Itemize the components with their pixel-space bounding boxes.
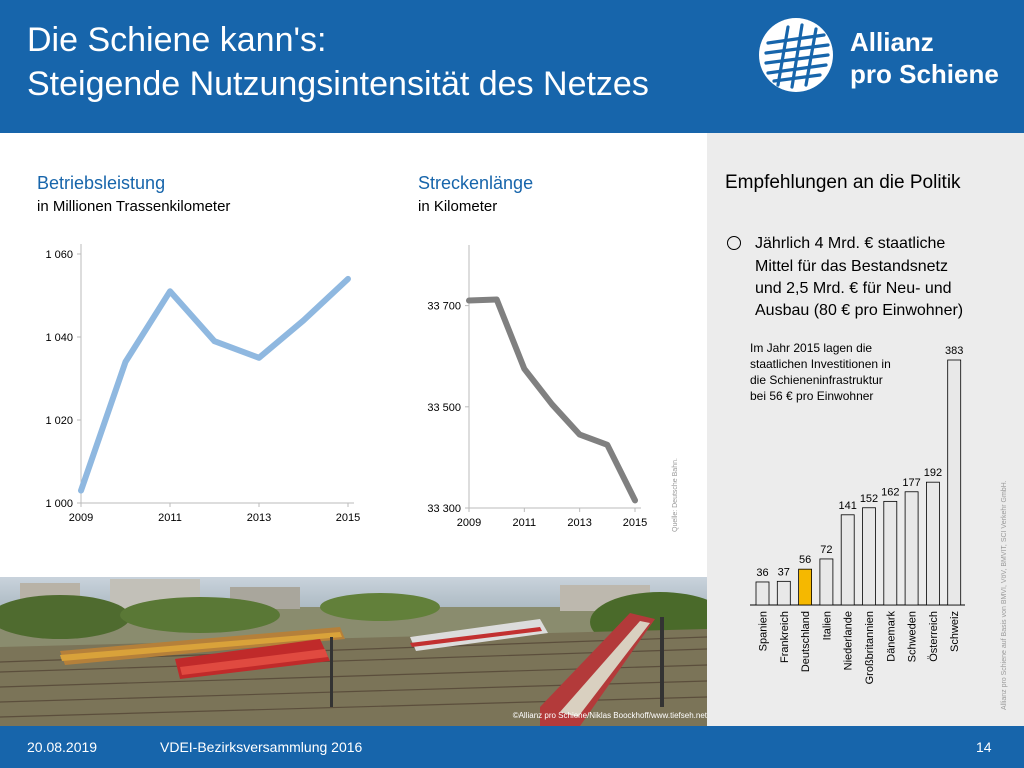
bar-category-label: Schweiz bbox=[949, 611, 962, 652]
logo-text-line-1: Allianz bbox=[850, 27, 934, 57]
betriebsleistung-y-tick-label: 1 060 bbox=[45, 249, 73, 261]
betriebsleistung-line-chart bbox=[30, 240, 360, 535]
bullet-circle-icon bbox=[727, 236, 741, 250]
railway-photo bbox=[0, 577, 707, 726]
bullet-text-line-3: und 2,5 Mrd. € für Neu- und bbox=[755, 280, 952, 297]
streckenlaenge-data-point bbox=[607, 444, 608, 445]
betriebsleistung-data-point bbox=[348, 278, 349, 279]
allianz-pro-schiene-logo bbox=[758, 15, 1018, 95]
streckenlaenge-x-tick-label: 2011 bbox=[512, 517, 537, 529]
chart-2-subtitle: in Kilometer bbox=[418, 198, 498, 215]
streckenlaenge-data-point bbox=[579, 434, 580, 435]
footer-event: VDEI-Bezirksversammlung 2016 bbox=[160, 739, 363, 755]
streckenlaenge-data-point bbox=[524, 368, 525, 369]
bar-category-label: Österreich bbox=[927, 611, 940, 662]
betriebsleistung-y-tick-label: 1 040 bbox=[45, 332, 73, 344]
betriebsleistung-series-line bbox=[81, 279, 348, 491]
bar-value-label: 383 bbox=[945, 345, 964, 357]
betriebsleistung-x-tick-label: 2011 bbox=[158, 512, 182, 524]
bar-spanien bbox=[756, 582, 769, 605]
bar-schweden bbox=[905, 492, 918, 605]
bar-chart-source-label: Allianz pro Schiene auf Basis von BMVI, VöV, BMVIT, SCI Verkehr GmbH. bbox=[1001, 480, 1008, 710]
slide-title-line-2: Steigende Nutzungsintensität des Netzes bbox=[27, 65, 649, 103]
bar-value-label: 141 bbox=[838, 499, 857, 512]
betriebsleistung-data-point bbox=[170, 291, 171, 292]
bar-category-label: Schweden bbox=[906, 611, 919, 663]
logo-text-line-2: pro Schiene bbox=[850, 59, 999, 89]
header-bar bbox=[0, 0, 1024, 133]
panel-heading: Empfehlungen an die Politik bbox=[725, 172, 961, 193]
bar-value-label: 162 bbox=[881, 486, 900, 499]
railway-photo-illustration bbox=[0, 577, 707, 726]
bar-category-label: Großbritannien bbox=[864, 611, 876, 685]
bar-category-label: Frankreich bbox=[778, 611, 791, 663]
streckenlaenge-line-chart bbox=[405, 240, 705, 540]
streckenlaenge-data-point bbox=[635, 500, 636, 501]
betriebsleistung-x-tick-label: 2013 bbox=[246, 512, 272, 524]
chart-source-label: Quelle: Deutsche Bahn. bbox=[672, 458, 679, 532]
investment-bar-chart bbox=[707, 330, 1024, 720]
bar-italien bbox=[820, 559, 833, 605]
streckenlaenge-series-line bbox=[469, 300, 635, 501]
bar-deutschland bbox=[799, 569, 812, 605]
logo-emblem-icon bbox=[758, 15, 838, 95]
bar-category-label: Niederlande bbox=[842, 611, 855, 671]
footer-date: 20.08.2019 bbox=[27, 739, 98, 755]
streckenlaenge-x-tick-label: 2015 bbox=[622, 517, 648, 529]
bullet-text-line-1: Jährlich 4 Mrd. € staatliche bbox=[755, 235, 946, 252]
betriebsleistung-x-tick-label: 2009 bbox=[68, 512, 94, 524]
bar-value-label: 36 bbox=[756, 566, 769, 579]
betriebsleistung-y-tick-label: 1 020 bbox=[45, 415, 73, 427]
betriebsleistung-x-tick-label: 2015 bbox=[335, 512, 360, 524]
streckenlaenge-y-tick-label: 33 700 bbox=[427, 300, 461, 313]
betriebsleistung-y-tick-label: 1 000 bbox=[45, 498, 73, 510]
streckenlaenge-x-tick-label: 2009 bbox=[456, 517, 482, 529]
bar-annotation-line-4: bei 56 € pro Einwohner bbox=[750, 389, 874, 403]
streckenlaenge-data-point bbox=[552, 404, 553, 405]
bar-value-label: 192 bbox=[923, 467, 943, 480]
bar-value-label: 56 bbox=[798, 554, 812, 567]
bar-value-label: 177 bbox=[902, 476, 921, 489]
chart-1-title: Betriebsleistung bbox=[37, 173, 166, 193]
chart-2-title: Streckenlänge bbox=[418, 173, 534, 193]
bar-category-label: Dänemark bbox=[885, 611, 898, 662]
streckenlaenge-data-point bbox=[496, 299, 497, 300]
photo-credit: ©Allianz pro Schiene/Niklas Boockhoff/www.tiefseh.net bbox=[512, 711, 707, 720]
bar-category-label: Spanien bbox=[757, 611, 770, 652]
betriebsleistung-data-point bbox=[214, 341, 215, 342]
streckenlaenge-y-tick-label: 33 300 bbox=[427, 503, 461, 515]
bar-annotation-line-3: die Schieneninfrastruktur bbox=[750, 373, 883, 387]
slide-title-line-1: Die Schiene kann's: bbox=[27, 21, 327, 59]
bullet-text-line-4: Ausbau (80 € pro Einwohner) bbox=[755, 302, 964, 319]
footer-page-number: 14 bbox=[976, 739, 992, 755]
bar-österreich bbox=[926, 482, 939, 605]
streckenlaenge-data-point bbox=[469, 300, 470, 301]
bar-großbritannien bbox=[863, 508, 876, 605]
bar-niederlande bbox=[841, 515, 854, 605]
chart-1-subtitle: in Millionen Trassenkilometer bbox=[37, 198, 231, 215]
bar-value-label: 72 bbox=[820, 543, 833, 556]
bar-category-label: Deutschland bbox=[800, 611, 813, 673]
bar-annotation-line-2: staatlichen Investitionen in bbox=[750, 357, 891, 371]
bar-value-label: 152 bbox=[859, 492, 879, 505]
bar-category-label: Italien bbox=[821, 611, 834, 641]
bar-annotation-line-1: Im Jahr 2015 lagen die bbox=[750, 341, 873, 355]
bullet-text-line-2: Mittel für das Bestandsnetz bbox=[755, 258, 948, 275]
betriebsleistung-data-point bbox=[259, 357, 260, 358]
bar-schweiz bbox=[948, 360, 961, 605]
streckenlaenge-y-tick-label: 33 500 bbox=[427, 401, 461, 414]
streckenlaenge-x-tick-label: 2013 bbox=[567, 517, 592, 529]
bar-frankreich bbox=[777, 581, 790, 605]
bar-dänemark bbox=[884, 501, 897, 605]
betriebsleistung-data-point bbox=[81, 490, 82, 491]
bar-value-label: 37 bbox=[777, 566, 790, 579]
betriebsleistung-data-point bbox=[303, 320, 304, 321]
footer-bar bbox=[0, 726, 1024, 768]
betriebsleistung-data-point bbox=[125, 361, 126, 362]
